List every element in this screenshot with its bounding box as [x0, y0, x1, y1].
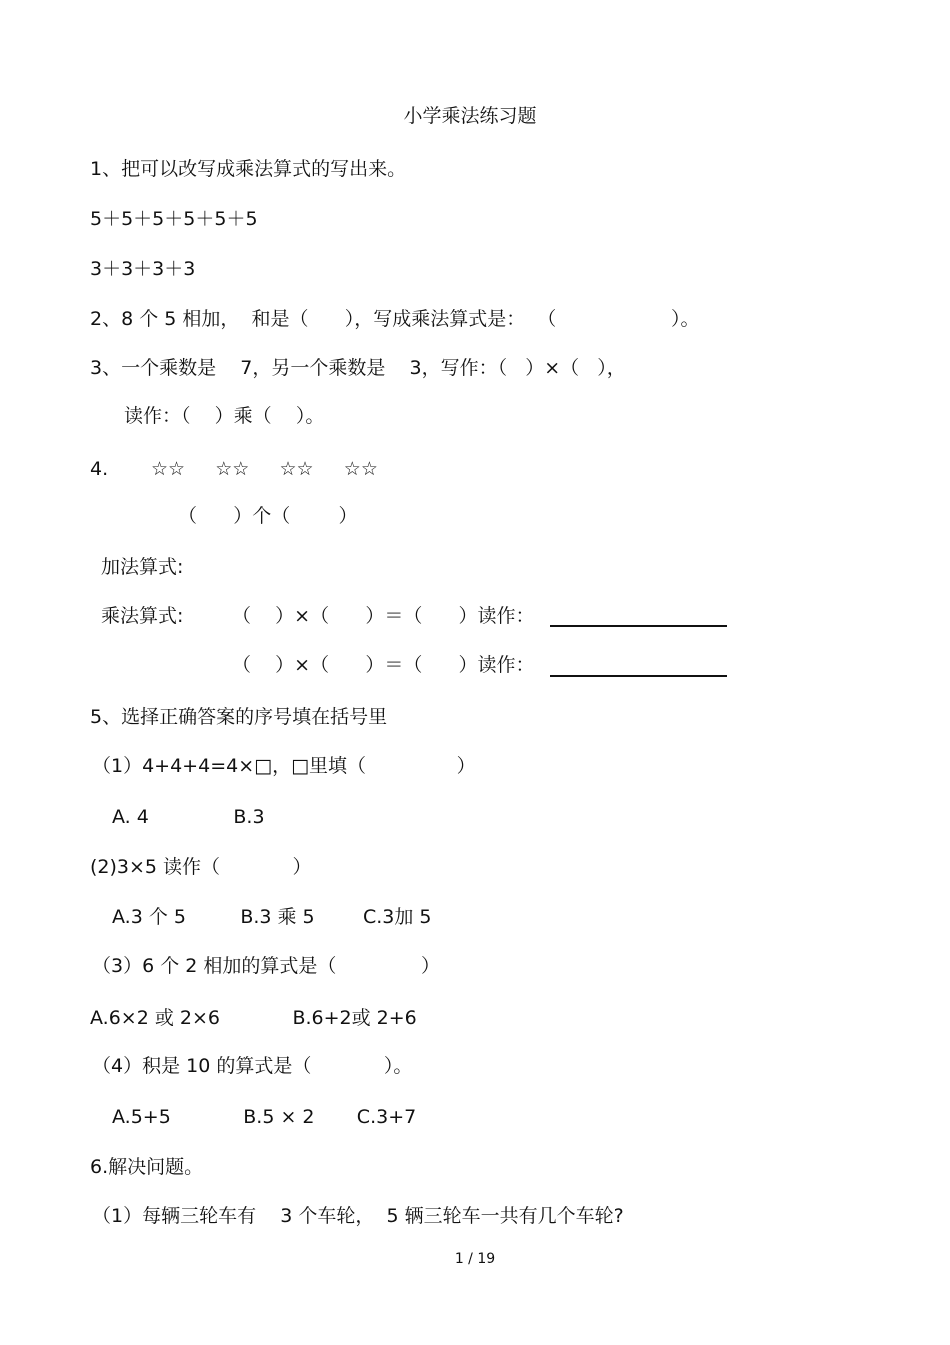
question-5-3-options: A.6×2 或 2×6 B.6+2或 2+6 — [90, 1007, 417, 1029]
question-5-2-options: A.3 个 5 B.3 乘 5 C.3加 5 — [112, 906, 432, 928]
question-4-number: 4. — [90, 458, 109, 480]
page-title: 小学乘法练习题 — [403, 105, 537, 127]
question-3-read: 读作：（ ）乘（ ）。 — [124, 405, 325, 427]
answer-blank-line — [550, 675, 727, 677]
question-1-expression-b: 3＋3＋3＋3 — [90, 258, 196, 280]
question-6-1: （1）每辆三轮车有 3 个车轮， 5 辆三轮车一共有几个车轮? — [92, 1205, 624, 1227]
page-number: 1 / 19 — [454, 1251, 496, 1267]
answer-blank-line — [550, 625, 727, 627]
question-3: 3、一个乘数是 7，另一个乘数是 3，写作：（ ）×（ ）， — [90, 357, 626, 379]
question-5-1-options: A. 4 B.3 — [112, 806, 265, 828]
question-4-addition-label: 加法算式: — [101, 556, 184, 578]
question-5: 5、选择正确答案的序号填在括号里 — [90, 706, 388, 728]
question-5-2: (2)3×5 读作（ ） — [90, 856, 312, 878]
question-4-count: （ ）个（ ） — [178, 505, 358, 527]
question-2: 2、8 个 5 相加， 和是（ ），写成乘法算式是： （ ）。 — [90, 308, 700, 330]
question-5-3: （3）6 个 2 相加的算式是（ ） — [92, 955, 440, 977]
question-5-1: （1）4+4+4=4×□，□里填（ ） — [92, 755, 476, 777]
question-4-multiplication-expression: （ ）×（ ）＝（ ）读作： — [232, 605, 535, 627]
question-6: 6.解决问题。 — [90, 1156, 204, 1178]
question-5-4: （4）积是 10 的算式是（ ）。 — [92, 1055, 413, 1077]
question-5-4-options: A.5+5 B.5 × 2 C.3+7 — [112, 1106, 417, 1128]
question-4-multiplication-expression-2: （ ）×（ ）＝（ ）读作： — [232, 654, 535, 676]
question-4-multiplication-label: 乘法算式: — [101, 605, 184, 627]
question-4-stars: ☆☆ ☆☆ ☆☆ ☆☆ — [151, 458, 378, 480]
question-1: 1、把可以改写成乘法算式的写出来。 — [90, 158, 407, 180]
question-1-expression-a: 5＋5＋5＋5＋5＋5 — [90, 208, 258, 230]
